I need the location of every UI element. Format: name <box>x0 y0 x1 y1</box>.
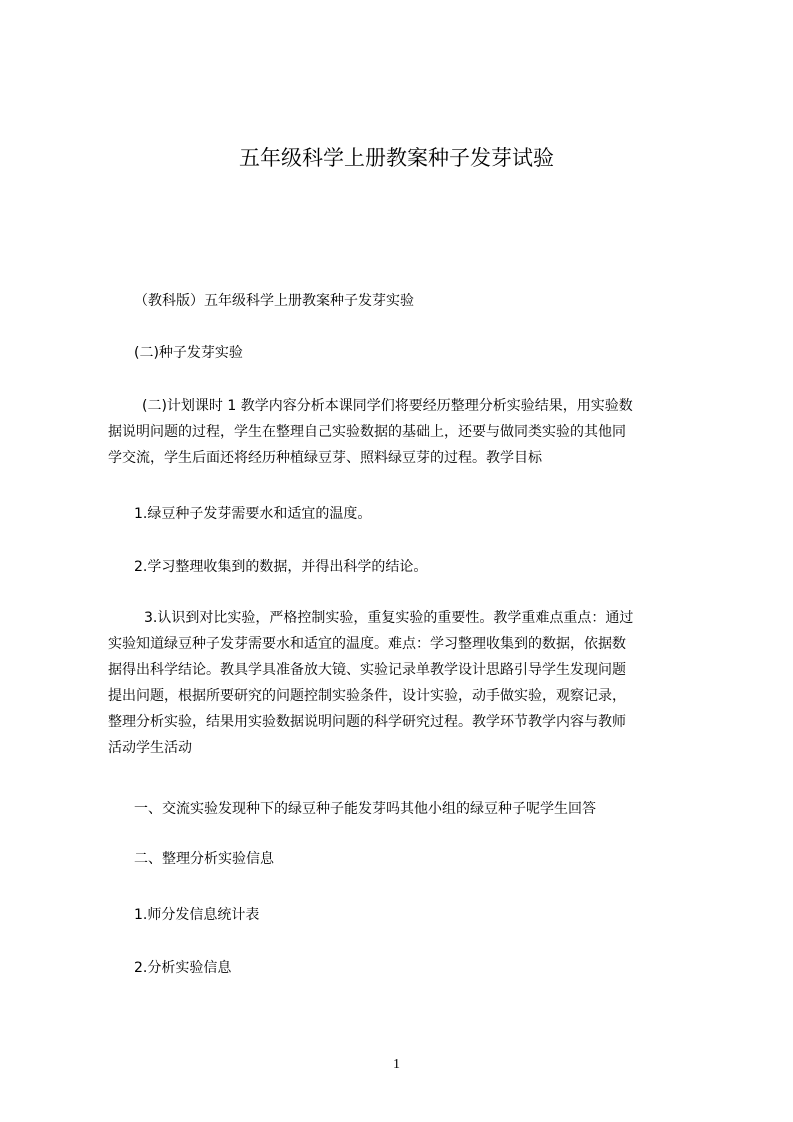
paragraph-6 <box>108 605 633 761</box>
paragraph-line: 活动学生活动 <box>108 740 192 756</box>
paragraph-line: 1.绿豆种子发芽需要水和适宜的温度。 <box>134 506 372 522</box>
paragraph-8 <box>134 846 274 872</box>
paragraph-10 <box>134 955 231 981</box>
paragraph-4 <box>134 501 371 527</box>
paragraph-line: 据说明问题的过程，学生在整理自己实验数据的基础上，还要与做同类实验的其他同 <box>108 424 626 440</box>
document-title: 五年级科学上册教案种子发芽试验 <box>239 146 554 170</box>
paragraph-7 <box>134 796 596 822</box>
paragraph-line: 2.分析实验信息 <box>134 960 232 976</box>
paragraph-line: 整理分析实验，结果用实验数据说明问题的科学研究过程。教学环节教学内容与教师 <box>108 714 626 730</box>
page-number: 1 <box>393 1057 400 1072</box>
paragraph-line: 学交流，学生后面还将经历种植绿豆芽、照料绿豆芽的过程。教学目标 <box>108 450 542 466</box>
paragraph-line: 实验知道绿豆种子发芽需要水和适宜的温度。难点：学习整理收集到的数据，依据数 <box>108 636 626 652</box>
paragraph-line: 3.认识到对比实验，严格控制实验，重复实验的重要性。教学重难点重点：通过 <box>144 610 634 626</box>
paragraph-line: 提出问题，根据所要研究的问题控制实验条件，设计实验，动手做实验，观察记录， <box>108 688 626 704</box>
paragraph-1 <box>134 288 414 314</box>
paragraph-line: 据得出科学结论。教具学具准备放大镜、实验记录单教学设计思路引导学生发现问题 <box>108 662 626 678</box>
paragraph-line: 1.师分发信息统计表 <box>134 907 260 923</box>
paragraph-3 <box>108 393 633 471</box>
paragraph-line: (二)计划课时 1 教学内容分析本课同学们将要经历整理分析实验结果，用实验数 <box>142 398 633 414</box>
paragraph-line: (二)种子发芽实验 <box>134 345 243 361</box>
paragraph-5 <box>134 554 427 580</box>
paragraph-line: 二、整理分析实验信息 <box>134 851 274 867</box>
paragraph-line: 2.学习整理收集到的数据，并得出科学的结论。 <box>134 559 428 575</box>
paragraph-line: （教科版）五年级科学上册教案种子发芽实验 <box>134 293 414 309</box>
paragraph-line: 一、交流实验发现种下的绿豆种子能发芽吗其他小组的绿豆种子呢学生回答 <box>134 801 596 817</box>
paragraph-9 <box>134 902 259 928</box>
paragraph-2 <box>134 340 243 366</box>
